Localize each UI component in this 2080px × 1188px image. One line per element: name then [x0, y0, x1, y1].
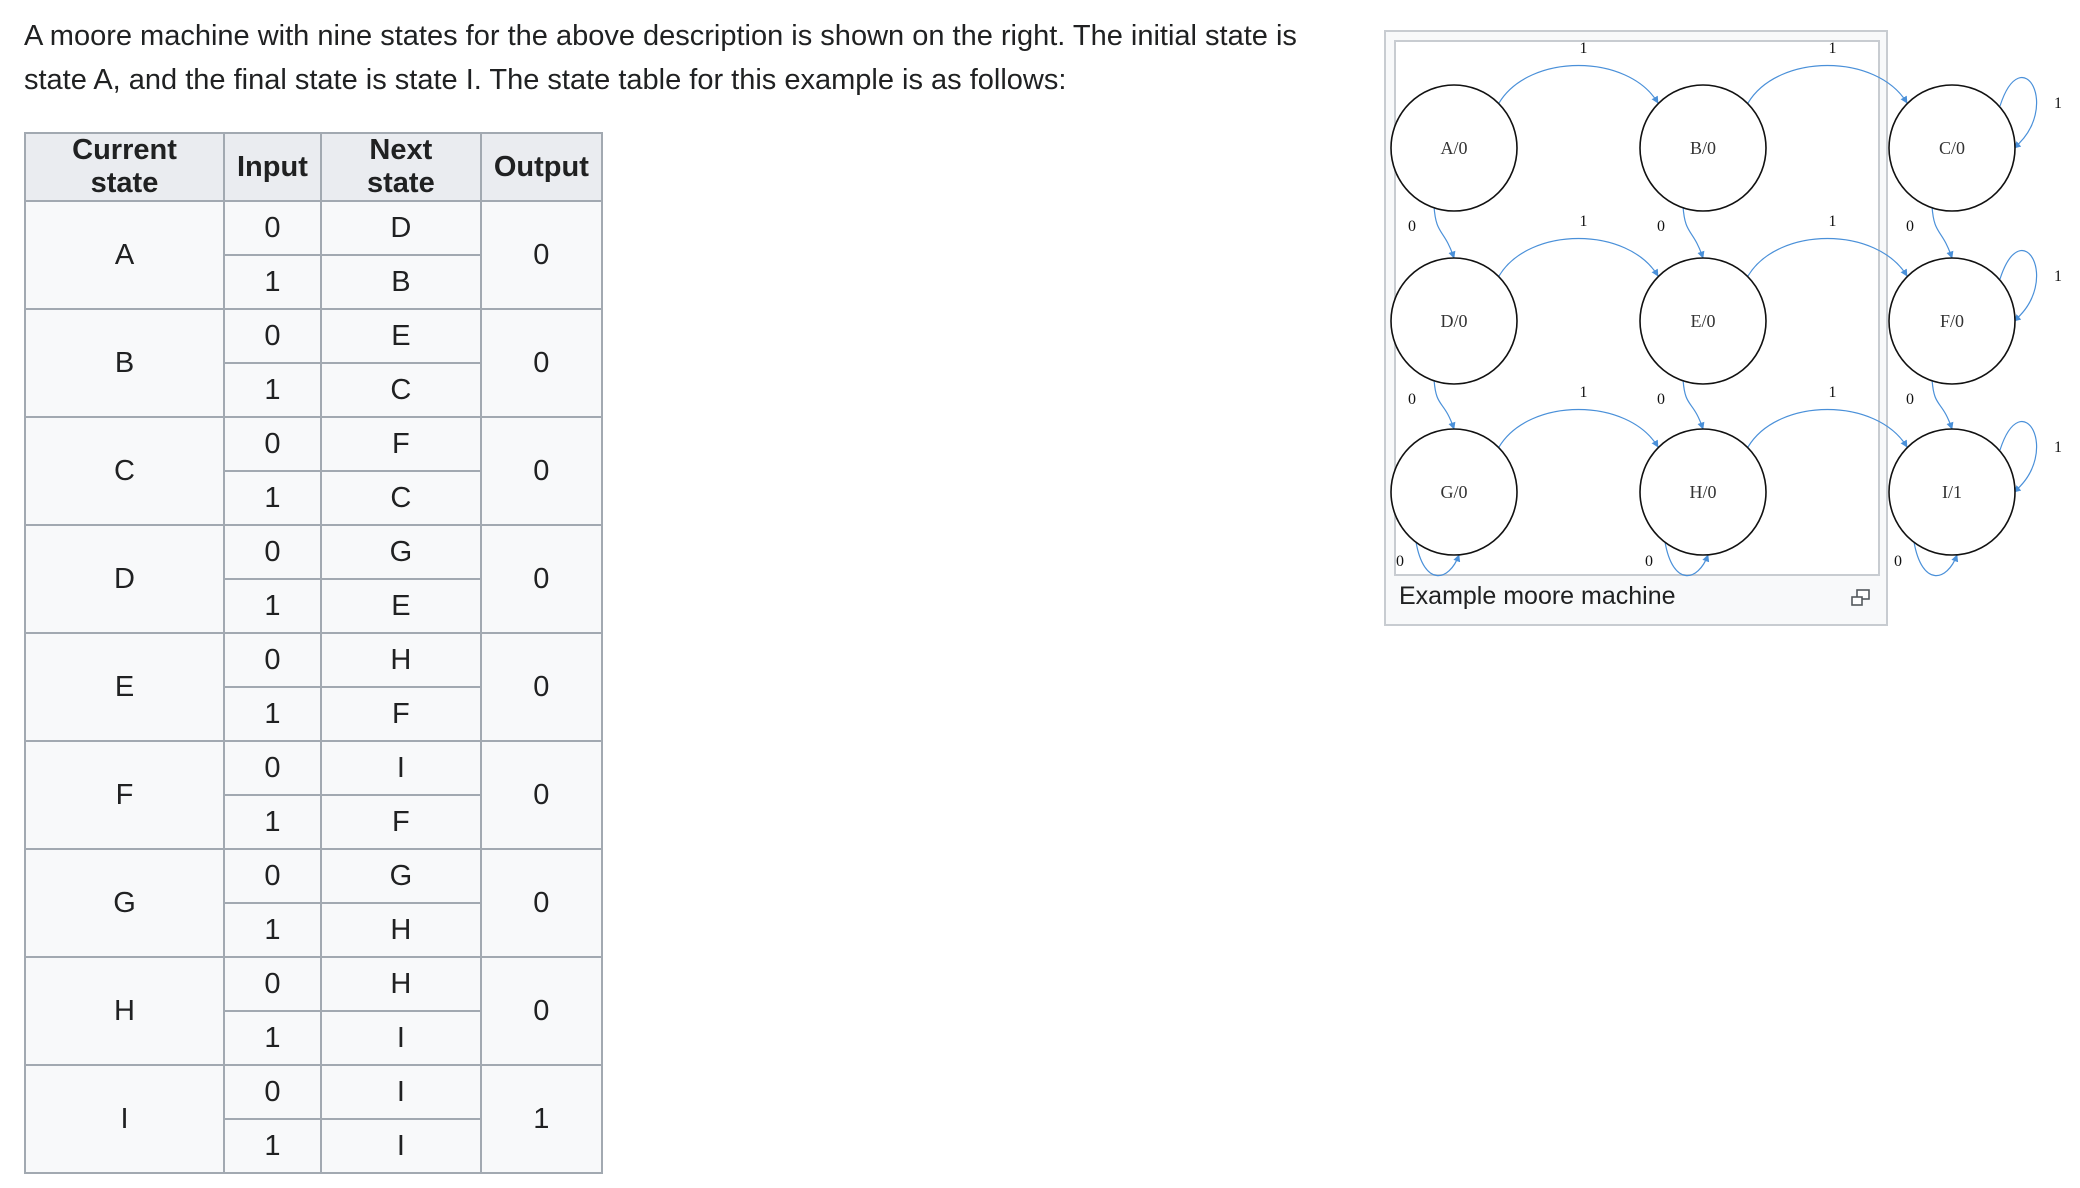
table-row — [25, 309, 602, 363]
edge-label: 1 — [1579, 40, 1588, 57]
edge-label: 0 — [1408, 218, 1416, 235]
cell-next-state: H — [321, 633, 481, 687]
cell-next-state: F — [321, 417, 481, 471]
cell-next-state: I — [321, 1119, 481, 1173]
cell-next-state: C — [321, 471, 481, 525]
table-row — [25, 1065, 602, 1119]
state-label: A/0 — [1440, 138, 1468, 158]
state-table — [24, 132, 603, 1174]
cell-input: 1 — [224, 579, 321, 633]
figure-thumbnail — [1384, 30, 2062, 626]
table-row — [25, 741, 602, 795]
state-label: D/0 — [1440, 311, 1468, 331]
transition-edge — [1748, 239, 1907, 277]
cell-input: 0 — [224, 633, 321, 687]
state-label: C/0 — [1938, 138, 1966, 158]
transition-edge — [1499, 239, 1658, 277]
edge-label: 1 — [2054, 439, 2062, 456]
cell-input: 1 — [224, 255, 321, 309]
state-label: F/0 — [1939, 311, 1965, 331]
transition-edge — [1499, 410, 1658, 448]
edge-label: 0 — [1645, 553, 1653, 570]
cell-input: 1 — [224, 1011, 321, 1065]
table-row — [25, 849, 602, 903]
cell-output: 0 — [481, 849, 602, 957]
cell-input: 1 — [224, 471, 321, 525]
cell-input: 0 — [224, 957, 321, 1011]
edge-label: 1 — [2054, 95, 2062, 112]
transition-edge — [1434, 379, 1454, 429]
edge-label: 1 — [1828, 384, 1837, 401]
table-row — [25, 633, 602, 687]
cell-next-state: I — [321, 741, 481, 795]
cell-output: 0 — [481, 201, 602, 309]
cell-next-state: E — [321, 579, 481, 633]
cell-next-state: D — [321, 201, 481, 255]
state-label: G/0 — [1440, 482, 1468, 502]
cell-current-state: B — [25, 309, 224, 417]
transition-edge — [1748, 66, 1907, 104]
cell-output: 1 — [481, 1065, 602, 1173]
cell-next-state: E — [321, 309, 481, 363]
edge-label: 0 — [1657, 218, 1665, 235]
cell-current-state: C — [25, 417, 224, 525]
cell-input: 0 — [224, 741, 321, 795]
state-label: I/1 — [1942, 482, 1962, 502]
edge-label: 1 — [1828, 40, 1837, 57]
header-current-state: Current state — [25, 133, 224, 201]
magnify-icon[interactable] — [1850, 588, 1872, 608]
transition-edge — [1683, 206, 1703, 258]
edge-label: 1 — [1579, 384, 1588, 401]
state-label: H/0 — [1689, 482, 1717, 502]
cell-next-state: F — [321, 687, 481, 741]
cell-current-state: A — [25, 201, 224, 309]
cell-next-state: H — [321, 957, 481, 1011]
edge-label: 0 — [1906, 218, 1914, 235]
edge-label: 0 — [1408, 391, 1416, 408]
table-row — [25, 525, 602, 579]
table-row — [25, 201, 602, 255]
cell-next-state: G — [321, 849, 481, 903]
cell-next-state: H — [321, 903, 481, 957]
cell-input: 0 — [224, 201, 321, 255]
cell-current-state: F — [25, 741, 224, 849]
edge-label: 0 — [1396, 553, 1404, 570]
figure-caption: Example moore machine — [1399, 582, 1676, 610]
cell-next-state: B — [321, 255, 481, 309]
cell-input: 0 — [224, 1065, 321, 1119]
cell-output: 0 — [481, 741, 602, 849]
cell-current-state: I — [25, 1065, 224, 1173]
edge-label: 1 — [1579, 213, 1588, 230]
transition-edge — [1499, 66, 1658, 104]
transition-edge — [1434, 206, 1454, 258]
transition-edge — [1932, 379, 1952, 429]
cell-input: 0 — [224, 849, 321, 903]
cell-next-state: I — [321, 1011, 481, 1065]
header-output: Output — [481, 133, 602, 201]
cell-output: 0 — [481, 525, 602, 633]
cell-output: 0 — [481, 309, 602, 417]
transition-edge — [1932, 206, 1952, 258]
table-body — [25, 201, 602, 1173]
cell-input: 0 — [224, 525, 321, 579]
cell-current-state: G — [25, 849, 224, 957]
cell-output: 0 — [481, 633, 602, 741]
state-diagram-svg — [1396, 40, 2062, 574]
table-row — [25, 957, 602, 1011]
cell-output: 0 — [481, 417, 602, 525]
edge-label: 1 — [1828, 213, 1837, 230]
moore-machine-diagram[interactable] — [1394, 40, 2062, 576]
cell-input: 1 — [224, 903, 321, 957]
state-label: E/0 — [1690, 311, 1716, 331]
intro-paragraph: A moore machine with nine states for the above description is shown on the right. The initial state is state A, and the final state is state I. The state table for this example is as follows: — [24, 20, 1297, 96]
cell-next-state: I — [321, 1065, 481, 1119]
cell-input: 0 — [224, 417, 321, 471]
cell-current-state: E — [25, 633, 224, 741]
table-row — [25, 417, 602, 471]
header-next-state: Next state — [321, 133, 481, 201]
state-label: B/0 — [1689, 138, 1717, 158]
transition-edge — [1748, 410, 1907, 448]
cell-next-state: G — [321, 525, 481, 579]
edge-label: 0 — [1657, 391, 1665, 408]
cell-input: 1 — [224, 1119, 321, 1173]
transition-edge — [1683, 379, 1703, 429]
table-header-row — [25, 133, 602, 201]
cell-next-state: F — [321, 795, 481, 849]
edge-label: 1 — [2054, 268, 2062, 285]
cell-input: 1 — [224, 795, 321, 849]
cell-input: 1 — [224, 687, 321, 741]
header-input: Input — [224, 133, 321, 201]
cell-next-state: C — [321, 363, 481, 417]
edge-label: 0 — [1906, 391, 1914, 408]
cell-current-state: H — [25, 957, 224, 1065]
edge-label: 0 — [1894, 553, 1902, 570]
cell-output: 0 — [481, 957, 602, 1065]
cell-input: 0 — [224, 309, 321, 363]
cell-input: 1 — [224, 363, 321, 417]
cell-current-state: D — [25, 525, 224, 633]
